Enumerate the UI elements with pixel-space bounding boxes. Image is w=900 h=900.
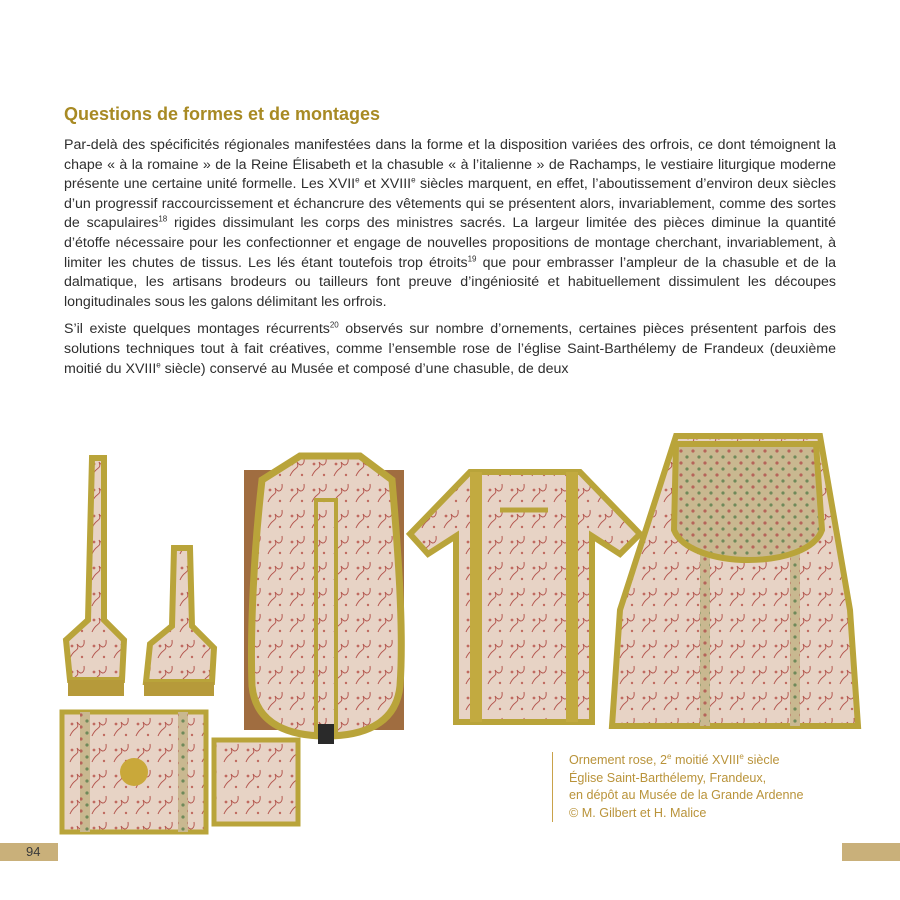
chasuble-image (244, 456, 404, 744)
image-caption (552, 752, 804, 822)
caption-credit: © M. Gilbert et H. Malice (569, 805, 707, 820)
caption-line-2: Église Saint-Barthélemy, Frandeux, (569, 770, 767, 785)
caption-line-3: en dépôt au Musée de la Grande Ardenne (569, 788, 804, 802)
stole-image (66, 458, 124, 696)
page-number: 94 (26, 844, 41, 859)
paragraph-1: Par-delà des spécificités régionales manifestées dans la forme et la disposition variées des orfrois, ce dont témoignent la chape « à la romaine » de la Reine Élisabeth et la chasuble « à l’italienne » de Rachamps, le vestiaire liturgique moderne présente une certaine unité formelle. Les XVIIe et XVIIIe siècles marquent, en effet, l’aboutissement d’environ deux siècles d’un progressif raccourcissement et échancrure des vêtements qui se présentent alors, invariablement, comme des sortes de scapulaires$^{18}$ rigides dissimulant les corps des ministres sacrés. La largeur limitée des pièces diminue la quantité d’étoffe nécessaire pour les confectionner et engage de nouvelles propositions de montage cherchant, invariablement, à limiter les chutes de tissus. Les lés étant toutefois trop étroits$^{19}$ que pour embrasser l’ampleur de la chasuble et de la dalmatique, les artisans brodeurs ou tailleurs font preuve d’ingéniosité et habituellement dissimulent les découpes longitudinales sous les galons délimitant les orfrois. (64, 137, 836, 310)
footnote-ref-19: 19 (467, 253, 477, 263)
section-heading: Questions de formes et de montages (64, 104, 381, 124)
cope-image (612, 436, 858, 726)
dalmatic-image (410, 472, 640, 722)
maniple-image (144, 548, 214, 696)
pall-image (214, 740, 298, 824)
burse-image (62, 712, 206, 832)
footnote-ref-18: 18 (158, 214, 168, 224)
page-bar-right (842, 843, 900, 861)
body-text (64, 136, 836, 387)
caption-line-1: Ornement rose, 2e moitié XVIIIe siècle (569, 751, 780, 767)
paragraph-2: S’il existe quelques montages récurrents$^{20}$ observés sur nombre d’ornements, certaines pièces présentent parfois des solutions techniques tout à fait créatives, comme l’ensemble rose de l’église Saint-Barthélemy de Frandeux (deuxième moitié du XVIIIe siècle) conservé au Musée et composé d’une chasuble, de deux (64, 320, 836, 377)
footnote-ref-20: 20 (329, 320, 339, 330)
